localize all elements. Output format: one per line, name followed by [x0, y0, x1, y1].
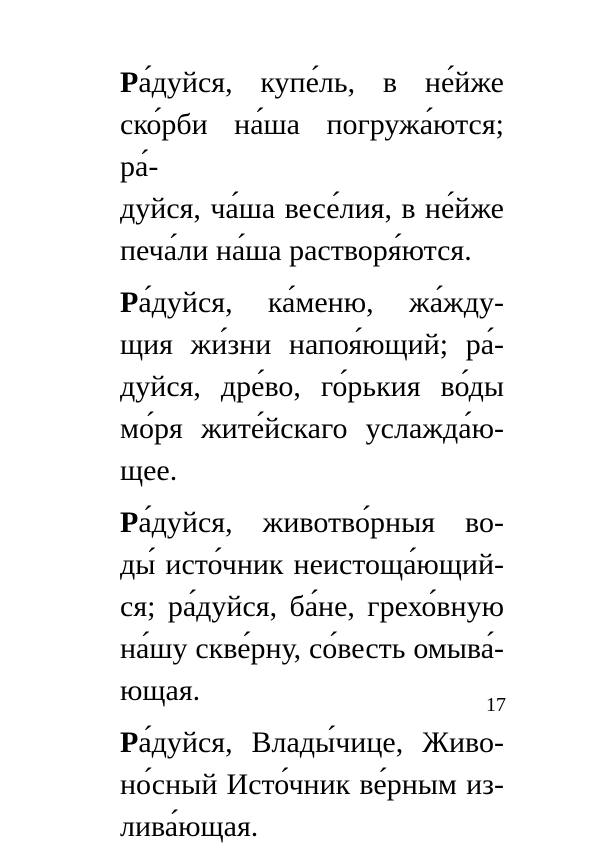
text-line: на́шу скве́рну, со́весть омыва́-: [120, 632, 504, 665]
text-line: Ра́дуйся, ка́меню, жа́жду-: [120, 286, 504, 319]
text-line: Ра́дуйся, Влады́чице, Живо-: [120, 726, 504, 759]
prayer-text: [120, 62, 504, 858]
text-line: печа́ли на́ша растворя́ются.: [120, 234, 472, 267]
text-line: дуйся, дре́во, го́рькия во́ды: [120, 370, 504, 403]
drop-initial: Р: [120, 66, 139, 99]
stanza-2: [120, 282, 504, 492]
text-line: дуйся, ча́ша весе́лия, в не́йже: [120, 192, 504, 225]
text-line: щия жи́зни напоя́ющий; ра́-: [120, 328, 504, 361]
text-line: щее.: [120, 454, 178, 487]
drop-initial: Р: [120, 506, 139, 539]
stanza-1: [120, 62, 504, 272]
text-line: ско́рби на́ша погружа́ются; ра́-: [120, 108, 504, 183]
text-line: Ра́дуйся, купе́ль, в не́йже: [120, 66, 504, 99]
text-line: но́сный Исто́чник ве́рным из-: [120, 768, 504, 801]
drop-initial: Р: [120, 286, 139, 319]
text-line: ющая.: [120, 674, 201, 707]
text-line: ды́ исто́чник неистоща́ющий-: [120, 548, 504, 581]
stanza-3: [120, 502, 504, 712]
text-line: лива́ющая.: [120, 810, 259, 843]
text-line: Ра́дуйся, животво́рныя во-: [120, 506, 504, 539]
stanza-4: [120, 722, 504, 848]
page-number: 17: [486, 694, 506, 716]
text-line: мо́ря жите́йскаго услажда́ю-: [120, 412, 504, 445]
text-line: ся; ра́дуйся, ба́не, грехо́вную: [120, 590, 504, 623]
drop-initial: Р: [120, 726, 139, 759]
